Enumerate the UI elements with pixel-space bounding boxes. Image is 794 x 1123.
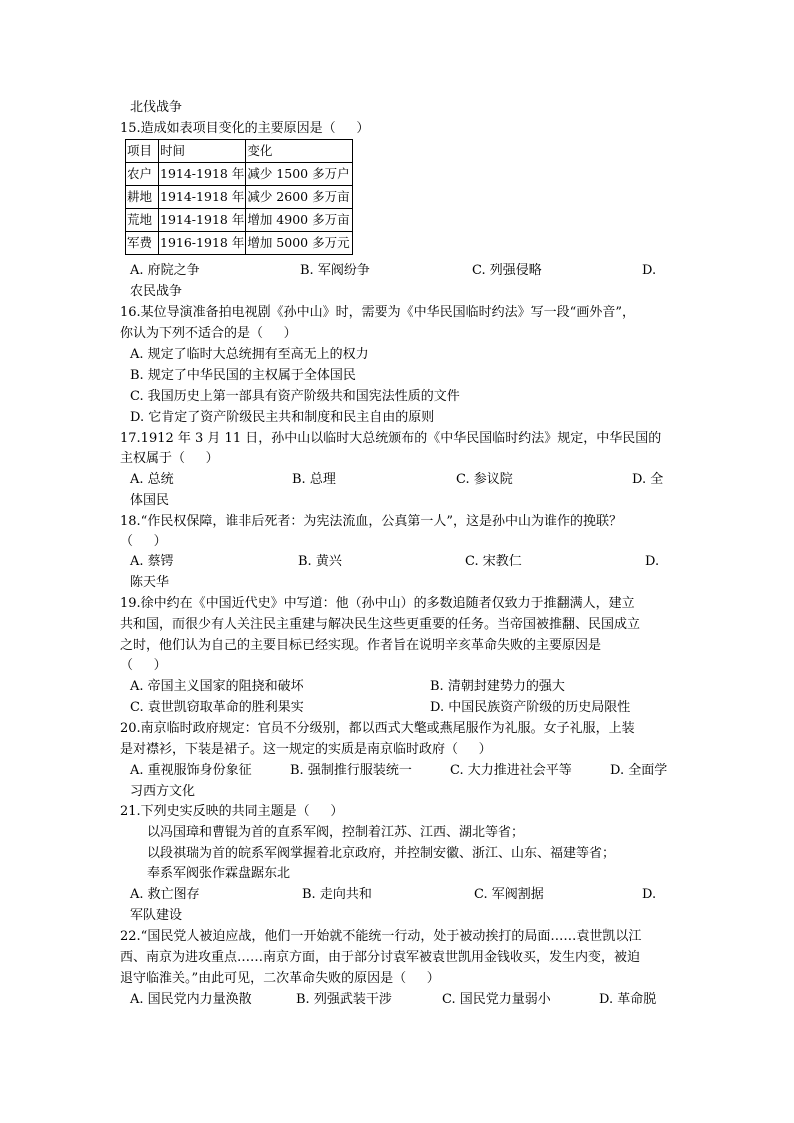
q16-option-c: C. 我国历史上第一部具有资产阶级共和国宪法性质的文件 [130,389,460,404]
table-row [126,209,353,232]
q20-stem-line: 20.南京临时政府规定：官员不分级别，都以西式大氅或燕尾服作为礼服。女子礼服，上装 [120,721,635,736]
table-cell: 军费 [126,232,159,255]
q20-option-b: B. 强制推行服装统一 [290,763,412,778]
q22-option-b: B. 列强武装干涉 [296,992,392,1007]
q21-fact-line: 以冯国璋和曹锟为首的直系军阀，控制着江苏、江西、湖北等省； [147,825,525,840]
q19-stem-line: （ ） [120,658,167,673]
q19-stem-line: 之时，他们认为自己的主要目标已经实现。作者旨在说明辛亥革命失败的主要原因是 [120,638,602,653]
q18-option-a: A. 蔡锷 [130,554,174,569]
table-cell: 荒地 [126,209,159,232]
q15-option-d-cont: 农民战争 [130,284,183,299]
table-cell: 1914-1918 年 [159,163,246,186]
q15-option-d: D. [642,263,657,278]
table-cell: 增加 4900 多万亩 [246,209,353,232]
prev-question-tail: 北伐战争 [130,100,183,115]
q16-stem-line: 16.某位导演准备拍电视剧《孙中山》时，需要为《中华民国临时约法》写一段“画外音”， [120,305,635,320]
q17-option-a: A. 总统 [130,472,174,487]
q21-option-c: C. 军阀割据 [474,887,544,902]
q19-stem-line: 19.徐中约在《中国近代史》中写道：他（孙中山）的多数追随者仅致力于推翻满人，建立 [120,596,635,611]
q22-option-d: D. 革命脱 [599,992,657,1007]
table-row [126,232,353,255]
q20-stem-line: 是对襟衫，下装是裙子。这一规定的实质是南京临时政府（ ） [120,742,492,757]
q22-stem-line: 22.“国民党人被迫应战，他们一开始就不能统一行动，处于被动挨打的局面……袁世凯以江 [120,929,642,944]
q22-option-a: A. 国民党内力量涣散 [130,992,252,1007]
q21-option-d-cont: 军队建设 [130,908,183,923]
table-cell: 减少 1500 多万户 [246,163,353,186]
table-cell: 1914-1918 年 [159,209,246,232]
q15-option-b: B. 军阀纷争 [300,263,370,278]
q18-option-c: C. 宋教仁 [465,554,522,569]
q20-option-a: A. 重视服饰身份象征 [130,763,252,778]
q17-stem-line: 主权属于（ ） [120,451,219,466]
q22-option-c: C. 国民党力量弱小 [442,992,551,1007]
q17-option-d: D. 全 [632,472,664,487]
table-cell: 增加 5000 多万元 [246,232,353,255]
q16-option-a: A. 规定了临时大总统拥有至高无上的权力 [130,347,369,362]
q20-option-d: D. 全面学 [610,763,668,778]
q18-option-d: D. [645,554,660,569]
table-header-row [126,140,353,163]
q21-option-a: A. 救亡图存 [130,887,200,902]
q19-option-c: C. 袁世凯窃取革命的胜利果实 [130,700,304,715]
q16-stem-line: 你认为下列不适合的是（ ） [120,326,297,341]
q21-stem-line: 21.下列史实反映的共同主题是（ ） [120,804,344,819]
q17-option-b: B. 总理 [292,472,336,487]
table-cell: 1916-1918 年 [159,232,246,255]
q19-stem-line: 共和国，而很少有人关注民主重建与解决民生这些更重要的任务。当帝国被推翻、民国成立 [120,617,641,632]
table-cell: 1914-1918 年 [159,186,246,209]
q16-option-b: B. 规定了中华民国的主权属于全体国民 [130,368,356,383]
table-header-cell: 项目 [126,140,159,163]
q15-option-a: A. 府院之争 [130,263,200,278]
q15-stem: 15.造成如表项目变化的主要原因是（ ） [120,121,370,136]
table-row [126,163,353,186]
q20-option-c: C. 大力推进社会平等 [450,763,572,778]
q15-table [125,139,353,255]
table-cell: 减少 2600 多万亩 [246,186,353,209]
q21-option-b: B. 走向共和 [302,887,372,902]
q19-option-d: D. 中国民族资产阶级的历史局限性 [430,700,631,715]
table-header-cell: 变化 [246,140,353,163]
q18-option-d-cont: 陈天华 [130,575,170,590]
table-row [126,186,353,209]
q21-fact-line: 以段祺瑞为首的皖系军阀掌握着北京政府，并控制安徽、浙江、山东、福建等省； [147,846,616,861]
q22-stem-line: 退守临淮关。”由此可见，二次革命失败的原因是（ ） [120,971,440,986]
q17-option-c: C. 参议院 [456,472,513,487]
q17-stem-line: 17.1912 年 3 月 11 日，孙中山以临时大总统颁布的《中华民国临时约法》规定，中华民国的 [120,431,662,446]
q17-option-d-cont: 体国民 [130,493,170,508]
q18-stem-line: （ ） [120,534,167,549]
table-header-cell: 时间 [159,140,246,163]
q19-option-b: B. 清朝封建势力的强大 [430,679,565,694]
q21-option-d: D. [642,887,657,902]
q22-stem-line: 西、南京为进攻重点……南京方面，由于部分讨袁军被袁世凯用金钱收买，发生内变，被迫 [120,950,641,965]
q16-option-d: D. 它肯定了资产阶级民主共和制度和民主自由的原则 [130,410,435,425]
table-cell: 耕地 [126,186,159,209]
q19-option-a: A. 帝国主义国家的阻挠和破坏 [130,679,304,694]
q21-fact-line: 奉系军阀张作霖盘踞东北 [147,866,291,881]
table-cell: 农户 [126,163,159,186]
q15-option-c: C. 列强侵略 [472,263,542,278]
q18-stem-line: 18.“作民权保障，谁非后死者：为宪法流血，公真第一人”，这是孙中山为谁作的挽联？ [120,514,622,529]
q18-option-b: B. 黄兴 [298,554,342,569]
q20-option-d-cont: 习西方文化 [130,784,196,799]
